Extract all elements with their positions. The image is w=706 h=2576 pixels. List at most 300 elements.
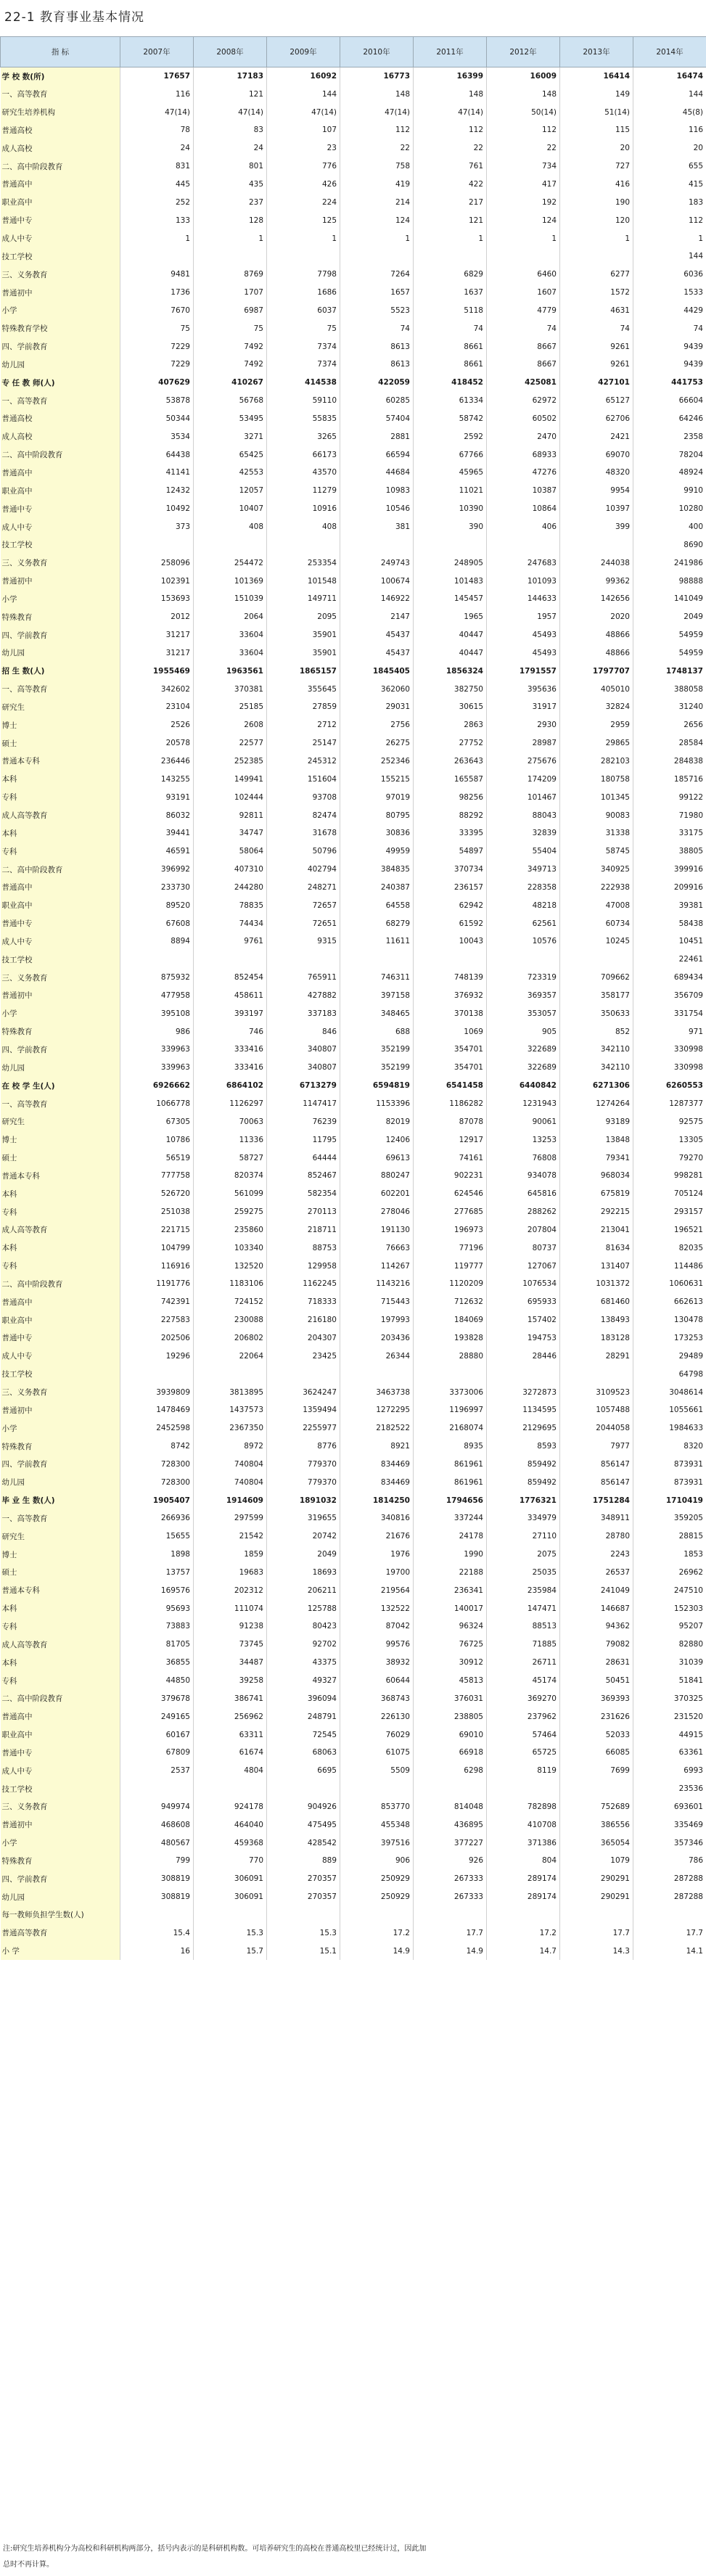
table-cell: 144 <box>267 85 340 103</box>
table-row <box>1 914 706 932</box>
table-cell: 15.3 <box>267 1924 340 1942</box>
row-label: 职业高中 <box>1 896 120 914</box>
table-cell: 371386 <box>487 1834 560 1852</box>
table-row <box>1 356 706 374</box>
table-cell: 173253 <box>633 1329 706 1348</box>
table-cell: 68933 <box>487 446 560 464</box>
table-cell: 396094 <box>267 1689 340 1707</box>
table-cell: 191130 <box>340 1221 414 1239</box>
table-cell: 9481 <box>120 266 194 284</box>
table-row <box>1 374 706 392</box>
table-cell: 582354 <box>267 1185 340 1203</box>
table-cell: 1287377 <box>633 1095 706 1113</box>
table-cell: 357346 <box>633 1834 706 1852</box>
table-cell: 9761 <box>194 932 267 951</box>
table-cell: 145457 <box>414 590 487 608</box>
table-cell: 50344 <box>120 410 194 428</box>
table-row <box>1 1185 706 1203</box>
table-cell: 18693 <box>267 1564 340 1582</box>
table-cell: 237 <box>194 193 267 211</box>
table-cell <box>267 1780 340 1798</box>
table-cell: 6987 <box>194 301 267 319</box>
table-cell: 58742 <box>414 410 487 428</box>
table-cell: 331754 <box>633 1004 706 1022</box>
row-label: 普通中专 <box>1 500 120 518</box>
table-cell: 459368 <box>194 1834 267 1852</box>
table-cell: 101467 <box>487 788 560 806</box>
table-cell: 853770 <box>340 1798 414 1816</box>
table-cell: 17657 <box>120 67 194 86</box>
table-cell: 1120209 <box>414 1275 487 1293</box>
table-row <box>1 1870 706 1888</box>
table-cell: 873931 <box>633 1473 706 1491</box>
table-cell: 28446 <box>487 1347 560 1365</box>
table-cell: 353057 <box>487 1004 560 1022</box>
table-cell: 62972 <box>487 392 560 410</box>
table-cell <box>560 247 633 266</box>
table-cell: 95207 <box>633 1617 706 1636</box>
table-cell: 28987 <box>487 734 560 752</box>
table-row <box>1 193 706 211</box>
table-cell: 13305 <box>633 1131 706 1149</box>
table-row <box>1 1383 706 1401</box>
table-cell: 16009 <box>487 67 560 86</box>
table-cell: 49327 <box>267 1672 340 1690</box>
table-cell: 846 <box>267 1022 340 1041</box>
table-cell: 856147 <box>560 1455 633 1473</box>
table-cell: 35901 <box>267 644 340 663</box>
table-row <box>1 1527 706 1546</box>
table-cell: 233730 <box>120 878 194 896</box>
table-cell: 10546 <box>340 500 414 518</box>
table-cell: 475495 <box>267 1816 340 1834</box>
row-label: 普通初中 <box>1 572 120 590</box>
table-cell: 1891032 <box>267 1491 340 1509</box>
table-cell: 695933 <box>487 1293 560 1311</box>
table-cell: 66604 <box>633 392 706 410</box>
table-cell: 28631 <box>560 1654 633 1672</box>
table-cell: 129958 <box>267 1257 340 1275</box>
table-cell: 2959 <box>560 716 633 734</box>
table-cell: 23 <box>267 139 340 157</box>
table-cell: 75 <box>194 319 267 337</box>
table-cell: 165587 <box>414 770 487 788</box>
table-cell: 48866 <box>560 644 633 663</box>
table-cell: 2608 <box>194 716 267 734</box>
table-cell: 55835 <box>267 410 340 428</box>
table-cell: 8661 <box>414 356 487 374</box>
table-cell: 45493 <box>487 626 560 644</box>
table-cell: 998281 <box>633 1167 706 1185</box>
table-row <box>1 788 706 806</box>
table-cell: 79082 <box>560 1636 633 1654</box>
table-cell: 6829 <box>414 266 487 284</box>
table-cell: 2656 <box>633 716 706 734</box>
row-label: 成人高校 <box>1 427 120 446</box>
table-cell: 1 <box>194 229 267 247</box>
table-cell: 7492 <box>194 337 267 356</box>
table-row <box>1 824 706 842</box>
table-cell: 15.3 <box>194 1924 267 1942</box>
table-cell: 183128 <box>560 1329 633 1348</box>
row-label: 一、高等教育 <box>1 85 120 103</box>
table-cell: 251038 <box>120 1203 194 1221</box>
table-cell: 384835 <box>340 861 414 879</box>
table-row <box>1 861 706 879</box>
table-cell: 216180 <box>267 1311 340 1329</box>
table-cell: 1153396 <box>340 1095 414 1113</box>
table-cell: 180758 <box>560 770 633 788</box>
table-cell: 60502 <box>487 410 560 428</box>
row-label: 普通中专 <box>1 211 120 229</box>
table-row <box>1 301 706 319</box>
table-cell: 42553 <box>194 464 267 482</box>
table-cell: 19683 <box>194 1564 267 1582</box>
table-row <box>1 1906 706 1924</box>
table-cell: 133 <box>120 211 194 229</box>
table-cell: 26275 <box>340 734 414 752</box>
table-cell: 19700 <box>340 1564 414 1582</box>
table-cell: 140017 <box>414 1599 487 1617</box>
table-row <box>1 1888 706 1906</box>
table-cell: 17.7 <box>633 1924 706 1942</box>
table-cell: 6037 <box>267 301 340 319</box>
table-cell: 1776321 <box>487 1491 560 1509</box>
table-cell: 36855 <box>120 1654 194 1672</box>
table-cell: 3271 <box>194 427 267 446</box>
table-cell: 15.4 <box>120 1924 194 1942</box>
table-cell: 57404 <box>340 410 414 428</box>
table-row <box>1 1419 706 1437</box>
row-label: 普通初中 <box>1 1401 120 1419</box>
table-cell: 859492 <box>487 1455 560 1473</box>
table-cell: 752689 <box>560 1798 633 1816</box>
table-cell: 190 <box>560 193 633 211</box>
table-cell: 3813895 <box>194 1383 267 1401</box>
row-label: 普通本专科 <box>1 1167 120 1185</box>
education-stats-table <box>0 36 706 1960</box>
table-cell: 2064 <box>194 608 267 626</box>
table-cell: 799 <box>120 1852 194 1870</box>
table-row <box>1 266 706 284</box>
table-cell: 297599 <box>194 1509 267 1527</box>
table-row <box>1 1672 706 1690</box>
table-row <box>1 644 706 663</box>
table-cell: 259275 <box>194 1203 267 1221</box>
table-cell: 1865157 <box>267 662 340 680</box>
table-cell: 142656 <box>560 590 633 608</box>
table-cell: 873931 <box>633 1455 706 1473</box>
table-cell: 1031372 <box>560 1275 633 1293</box>
table-cell: 1905407 <box>120 1491 194 1509</box>
table-cell: 2012 <box>120 608 194 626</box>
table-cell: 333416 <box>194 1059 267 1077</box>
row-label: 普通初中 <box>1 284 120 302</box>
table-cell: 1637 <box>414 284 487 302</box>
table-cell <box>560 536 633 554</box>
table-cell: 52033 <box>560 1726 633 1744</box>
table-cell: 60167 <box>120 1726 194 1744</box>
table-cell <box>340 247 414 266</box>
table-cell: 75 <box>267 319 340 337</box>
table-cell: 8613 <box>340 337 414 356</box>
table-cell: 339963 <box>120 1041 194 1059</box>
table-cell: 15.7 <box>194 1942 267 1960</box>
row-label: 一、高等教育 <box>1 392 120 410</box>
table-cell: 22188 <box>414 1564 487 1582</box>
row-label: 本科 <box>1 824 120 842</box>
table-cell: 56768 <box>194 392 267 410</box>
column-header-year: 2013年 <box>560 37 633 67</box>
table-cell: 681460 <box>560 1293 633 1311</box>
table-cell: 67809 <box>120 1744 194 1762</box>
table-cell: 852 <box>560 1022 633 1041</box>
table-cell: 58745 <box>560 842 633 861</box>
table-cell: 330998 <box>633 1059 706 1077</box>
table-cell: 1859 <box>194 1546 267 1564</box>
table-cell: 373 <box>120 518 194 536</box>
table-cell: 40447 <box>414 644 487 663</box>
table-row <box>1 608 706 626</box>
table-cell: 240387 <box>340 878 414 896</box>
table-cell: 370138 <box>414 1004 487 1022</box>
table-cell: 3048614 <box>633 1383 706 1401</box>
table-cell: 15.1 <box>267 1942 340 1960</box>
table-row <box>1 716 706 734</box>
table-cell: 350633 <box>560 1004 633 1022</box>
table-cell: 2526 <box>120 716 194 734</box>
table-cell: 80423 <box>267 1617 340 1636</box>
table-cell: 79341 <box>560 1149 633 1167</box>
table-cell: 370325 <box>633 1689 706 1707</box>
table-cell: 17.7 <box>560 1924 633 1942</box>
table-row <box>1 1581 706 1599</box>
table-cell: 1272295 <box>340 1401 414 1419</box>
table-cell: 20 <box>560 139 633 157</box>
table-cell: 7229 <box>120 337 194 356</box>
table-cell: 742391 <box>120 1293 194 1311</box>
table-cell: 74161 <box>414 1149 487 1167</box>
table-row <box>1 392 706 410</box>
table-cell <box>194 951 267 969</box>
table-cell: 388058 <box>633 680 706 698</box>
table-cell: 13757 <box>120 1564 194 1582</box>
table-cell: 2255977 <box>267 1419 340 1437</box>
table-cell: 6713279 <box>267 1077 340 1095</box>
table-cell: 436895 <box>414 1816 487 1834</box>
table-cell: 397516 <box>340 1834 414 1852</box>
table-cell: 90061 <box>487 1112 560 1131</box>
table-cell: 8667 <box>487 337 560 356</box>
table-row <box>1 247 706 266</box>
table-cell: 53878 <box>120 392 194 410</box>
table-cell: 63361 <box>633 1744 706 1762</box>
table-cell: 3939809 <box>120 1383 194 1401</box>
row-label: 二、高中阶段教育 <box>1 157 120 176</box>
table-cell: 244038 <box>560 554 633 572</box>
table-cell: 70063 <box>194 1112 267 1131</box>
table-cell: 11336 <box>194 1131 267 1149</box>
row-label: 本科 <box>1 770 120 788</box>
table-cell: 101345 <box>560 788 633 806</box>
table-cell: 381 <box>340 518 414 536</box>
table-cell: 47(14) <box>414 103 487 121</box>
table-cell: 149711 <box>267 590 340 608</box>
table-cell: 64246 <box>633 410 706 428</box>
table-cell: 88043 <box>487 806 560 824</box>
table-cell: 2863 <box>414 716 487 734</box>
table-cell: 76239 <box>267 1112 340 1131</box>
row-label: 一、高等教育 <box>1 1095 120 1113</box>
table-cell: 3109523 <box>560 1383 633 1401</box>
table-cell: 7264 <box>340 266 414 284</box>
table-cell: 26711 <box>487 1654 560 1672</box>
row-label: 幼儿园 <box>1 1059 120 1077</box>
table-cell: 13253 <box>487 1131 560 1149</box>
table-cell: 335469 <box>633 1816 706 1834</box>
table-cell: 8613 <box>340 356 414 374</box>
table-cell: 1751284 <box>560 1491 633 1509</box>
table-cell: 306091 <box>194 1870 267 1888</box>
table-row <box>1 1798 706 1816</box>
table-cell: 82474 <box>267 806 340 824</box>
table-cell: 2075 <box>487 1546 560 1564</box>
table-cell: 244280 <box>194 878 267 896</box>
table-cell: 3272873 <box>487 1383 560 1401</box>
table-cell: 26962 <box>633 1564 706 1582</box>
table-cell: 45(8) <box>633 103 706 121</box>
table-row <box>1 770 706 788</box>
table-cell: 14.9 <box>414 1942 487 1960</box>
table-cell: 406 <box>487 518 560 536</box>
table-cell: 43375 <box>267 1654 340 1672</box>
table-cell: 8667 <box>487 356 560 374</box>
table-cell: 87078 <box>414 1112 487 1131</box>
table-cell: 4779 <box>487 301 560 319</box>
table-cell: 54897 <box>414 842 487 861</box>
table-cell: 2147 <box>340 608 414 626</box>
table-cell: 103340 <box>194 1239 267 1257</box>
table-cell: 1914609 <box>194 1491 267 1509</box>
table-cell: 339963 <box>120 1059 194 1077</box>
table-cell: 46591 <box>120 842 194 861</box>
table-cell: 770 <box>194 1852 267 1870</box>
table-row <box>1 518 706 536</box>
table-cell: 10043 <box>414 932 487 951</box>
table-row <box>1 1203 706 1221</box>
table-cell: 10916 <box>267 500 340 518</box>
table-cell: 8593 <box>487 1437 560 1456</box>
table-cell: 31039 <box>633 1654 706 1672</box>
row-label: 普通高校 <box>1 121 120 139</box>
table-cell: 20578 <box>120 734 194 752</box>
table-cell: 64438 <box>120 446 194 464</box>
table-cell: 12432 <box>120 482 194 500</box>
footnote <box>3 2541 699 2573</box>
table-cell: 192 <box>487 193 560 211</box>
table-cell: 45437 <box>340 644 414 663</box>
table-cell: 418452 <box>414 374 487 392</box>
table-cell: 8320 <box>633 1437 706 1456</box>
table-cell: 356709 <box>633 987 706 1005</box>
row-label: 普通中专 <box>1 1744 120 1762</box>
table-cell: 132520 <box>194 1257 267 1275</box>
table-cell: 266936 <box>120 1509 194 1527</box>
table-cell: 231626 <box>560 1707 633 1726</box>
row-label: 幼儿园 <box>1 1888 120 1906</box>
table-cell: 368743 <box>340 1689 414 1707</box>
table-cell: 282103 <box>560 752 633 771</box>
row-label: 硕士 <box>1 1564 120 1582</box>
table-cell: 67305 <box>120 1112 194 1131</box>
table-cell: 22 <box>340 139 414 157</box>
table-cell: 24178 <box>414 1527 487 1546</box>
table-cell: 348911 <box>560 1509 633 1527</box>
table-cell: 7492 <box>194 356 267 374</box>
table-cell: 28780 <box>560 1527 633 1546</box>
table-cell: 152303 <box>633 1599 706 1617</box>
row-label: 特殊教育学校 <box>1 319 120 337</box>
row-label: 专科 <box>1 1203 120 1221</box>
table-cell: 1963561 <box>194 662 267 680</box>
table-cell: 1274264 <box>560 1095 633 1113</box>
table-cell: 88753 <box>267 1239 340 1257</box>
table-cell: 209916 <box>633 878 706 896</box>
table-row <box>1 1707 706 1726</box>
table-cell: 6298 <box>414 1762 487 1780</box>
table-body <box>1 67 706 1961</box>
table-row <box>1 1689 706 1707</box>
table-cell: 289174 <box>487 1888 560 1906</box>
row-label: 小学 <box>1 1004 120 1022</box>
table-cell: 477958 <box>120 987 194 1005</box>
table-cell: 1748137 <box>633 662 706 680</box>
table-cell: 31338 <box>560 824 633 842</box>
table-row <box>1 987 706 1005</box>
table-cell: 410708 <box>487 1816 560 1834</box>
table-cell: 125788 <box>267 1599 340 1617</box>
table-cell: 267333 <box>414 1870 487 1888</box>
table-cell: 417 <box>487 176 560 194</box>
table-cell: 248905 <box>414 554 487 572</box>
table-cell: 426 <box>267 176 340 194</box>
table-cell: 1657 <box>340 284 414 302</box>
table-row <box>1 1221 706 1239</box>
row-label: 普通高中 <box>1 1293 120 1311</box>
table-cell: 2049 <box>633 608 706 626</box>
table-cell: 66173 <box>267 446 340 464</box>
table-cell <box>267 1906 340 1924</box>
row-label: 普通高等教育 <box>1 1924 120 1942</box>
table-cell: 78 <box>120 121 194 139</box>
table-cell <box>340 1780 414 1798</box>
table-cell: 61334 <box>414 392 487 410</box>
table-cell <box>487 951 560 969</box>
table-cell: 428542 <box>267 1834 340 1852</box>
table-cell: 96324 <box>414 1617 487 1636</box>
table-cell: 64798 <box>633 1365 706 1383</box>
table-cell: 1069 <box>414 1022 487 1041</box>
column-header-year: 2008年 <box>194 37 267 67</box>
table-cell: 67608 <box>120 914 194 932</box>
table-cell: 76808 <box>487 1149 560 1167</box>
table-cell: 74 <box>487 319 560 337</box>
table-cell: 986 <box>120 1022 194 1041</box>
row-label: 技工学校 <box>1 1780 120 1798</box>
table-row <box>1 464 706 482</box>
table-cell: 6277 <box>560 266 633 284</box>
table-cell: 62942 <box>414 896 487 914</box>
